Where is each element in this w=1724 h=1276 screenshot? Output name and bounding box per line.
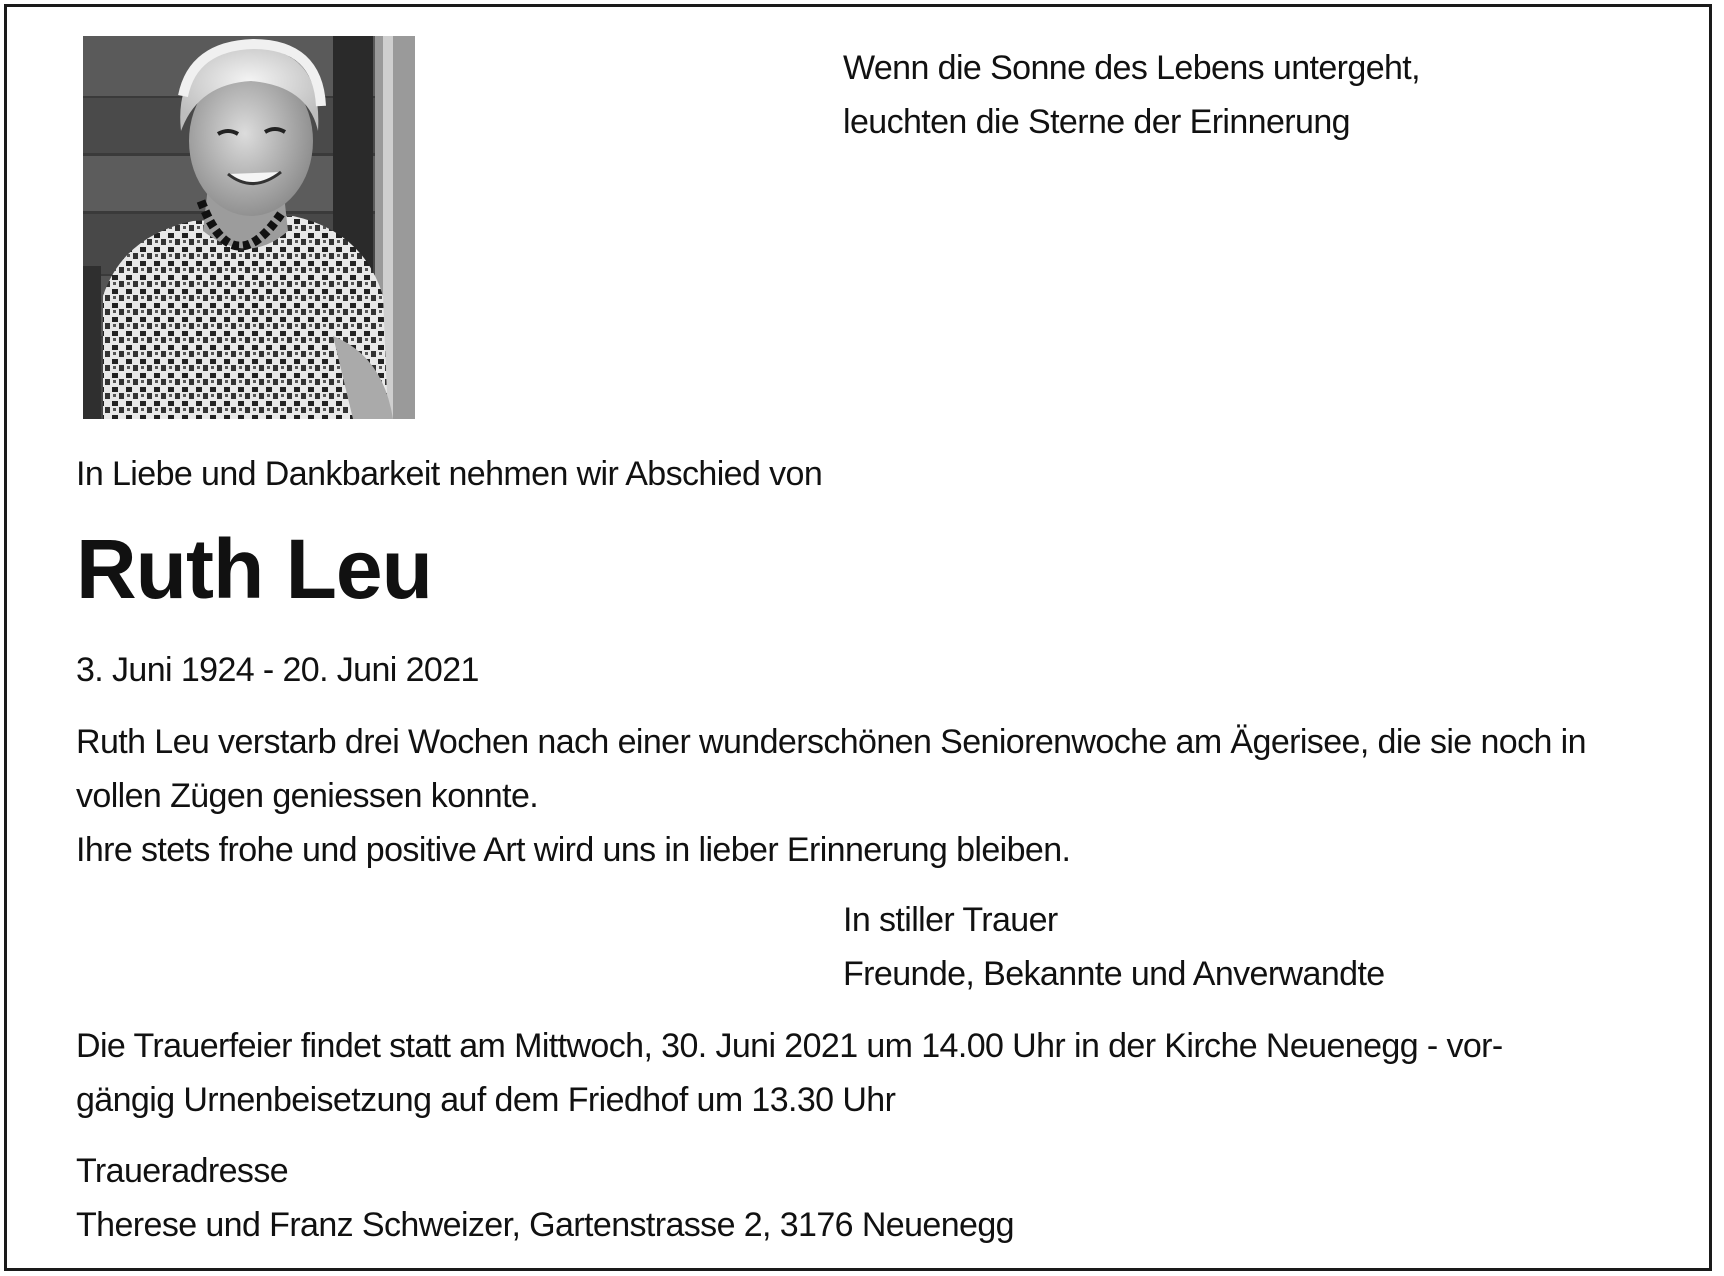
mourners-signature-line-1: In stiller Trauer <box>843 901 1058 939</box>
portrait-photo <box>83 36 415 419</box>
mourning-address-label: Traueradresse <box>76 1152 289 1190</box>
portrait-photo-icon <box>83 36 415 419</box>
mourners-signature-line-2: Freunde, Bekannte und Anverwandte <box>843 955 1385 993</box>
epitaph-quote <box>843 41 1420 149</box>
farewell-intro: In Liebe und Dankbarkeit nehmen wir Abschied von <box>76 455 823 493</box>
mourning-address-value: Therese und Franz Schweizer, Gartenstrasse 2, 3176 Neuenegg <box>76 1206 1014 1244</box>
obituary-body <box>76 715 1586 877</box>
epitaph-quote-line-2: leuchten die Sterne der Erinnerung <box>843 103 1350 141</box>
deceased-name: Ruth Leu <box>76 522 432 616</box>
life-dates: 3. Juni 1924 - 20. Juni 2021 <box>76 651 479 689</box>
obituary-body-line-1: Ruth Leu verstarb drei Wochen nach einer wunderschönen Seniorenwoche am Ägerisee, die sie noch in <box>76 723 1586 761</box>
mourners-signature <box>843 893 1385 1001</box>
mourning-address <box>76 1144 1014 1252</box>
funeral-ceremony-line-2: gängig Urnenbeisetzung auf dem Friedhof um 13.30 Uhr <box>76 1081 896 1119</box>
obituary-body-line-3: Ihre stets frohe und positive Art wird uns in lieber Erinnerung bleiben. <box>76 831 1071 869</box>
funeral-ceremony-line-1: Die Trauerfeier findet statt am Mittwoch, 30. Juni 2021 um 14.00 Uhr in der Kirche Neuenegg - vor- <box>76 1027 1503 1065</box>
funeral-ceremony-info <box>76 1019 1503 1127</box>
epitaph-quote-line-1: Wenn die Sonne des Lebens untergeht, <box>843 49 1421 87</box>
obituary-frame <box>4 4 1712 1271</box>
obituary-body-line-2: vollen Zügen geniessen konnte. <box>76 777 539 815</box>
